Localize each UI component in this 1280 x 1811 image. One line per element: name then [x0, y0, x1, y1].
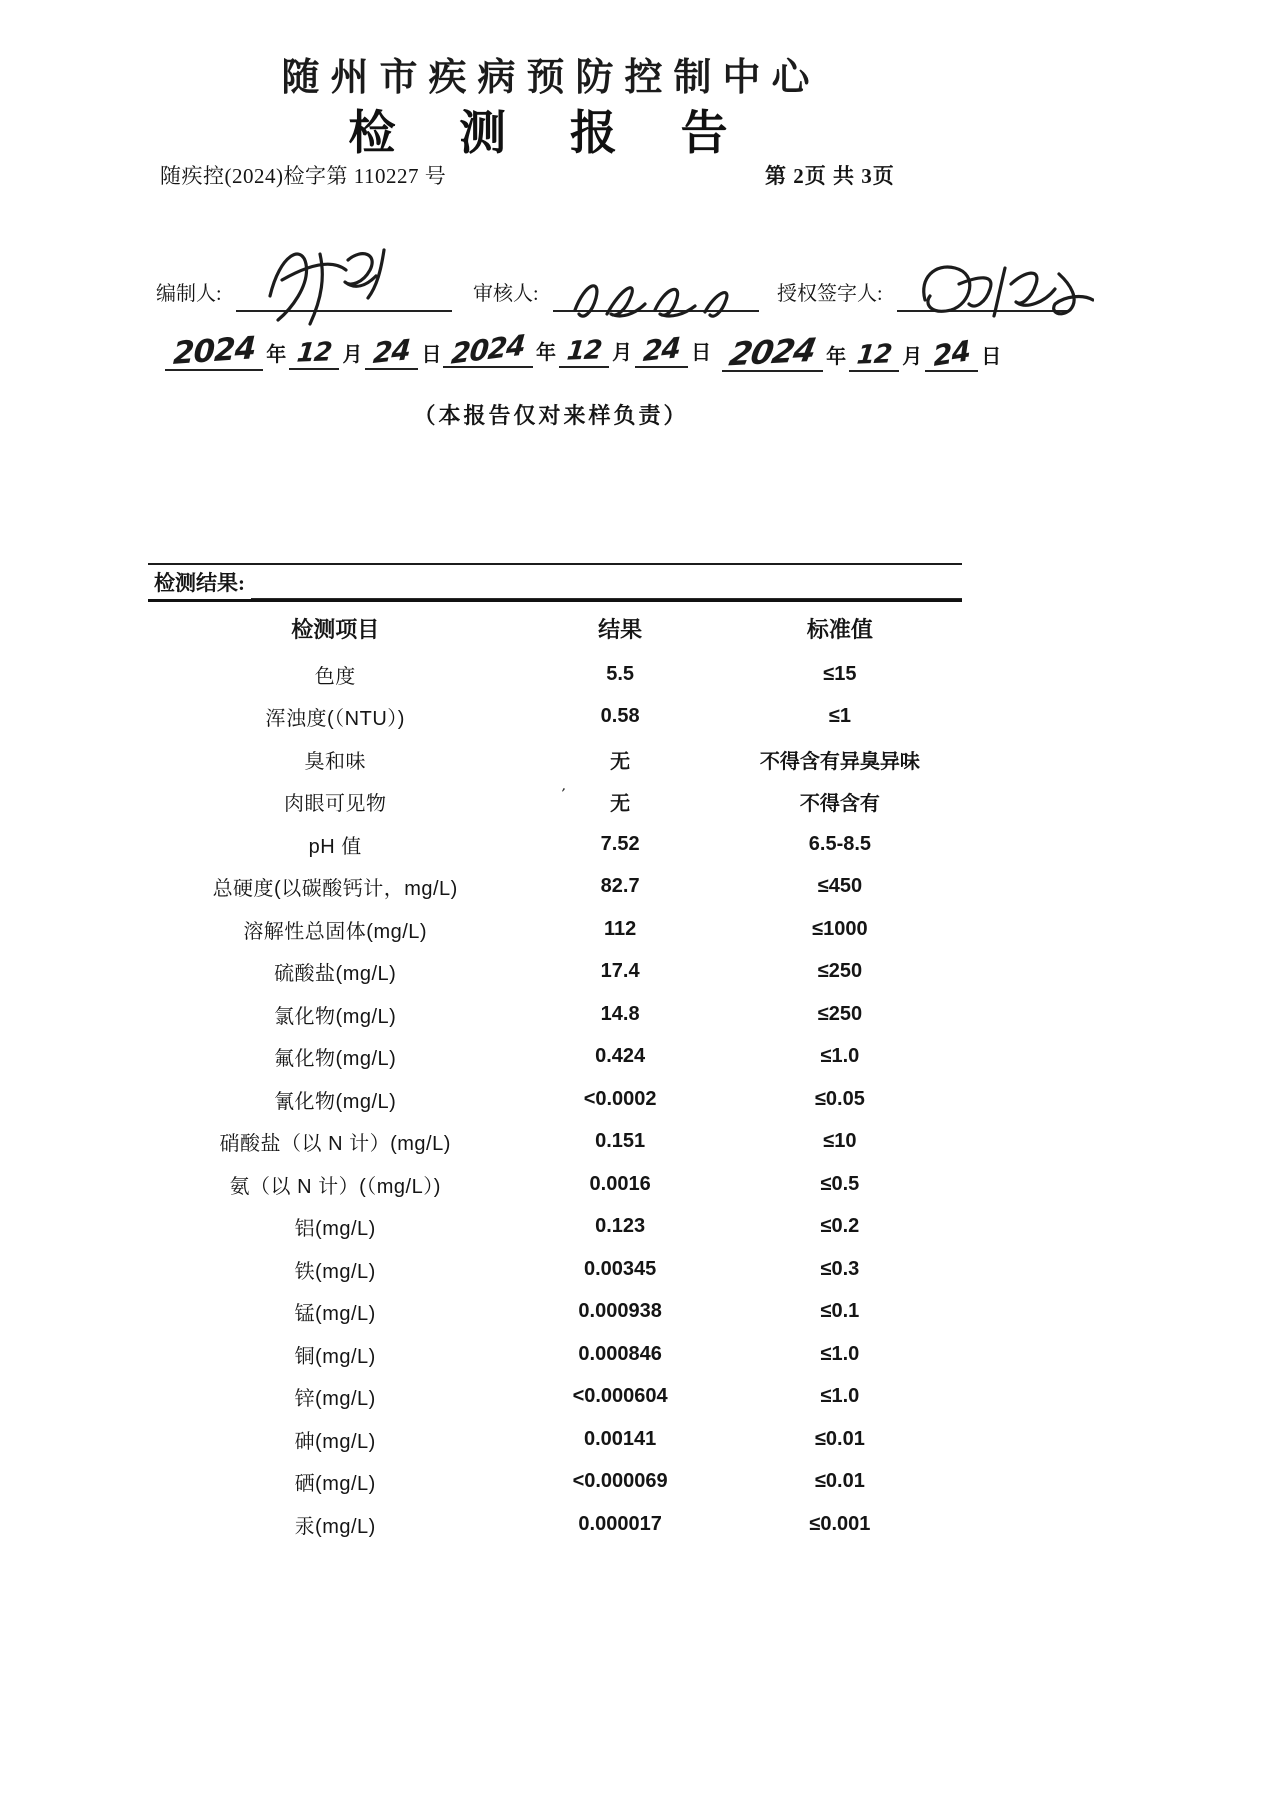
- table-row: [148, 696, 962, 739]
- cell-standard: ≤0.001: [809, 1512, 871, 1535]
- cell-standard: ≤1000: [812, 917, 868, 940]
- month-unit: 月: [342, 344, 363, 366]
- month-unit: 月: [612, 342, 633, 364]
- table-row: [148, 1461, 962, 1504]
- cell-standard: ≤1.0: [820, 1045, 860, 1068]
- cell-item: 总硬度(以碳酸钙计，mg/L): [212, 878, 458, 901]
- year-unit: 年: [535, 342, 556, 364]
- table-row: [148, 1206, 962, 1249]
- page-indicator: 第 2页 共 3页: [765, 164, 895, 188]
- cell-standard: ≤250: [817, 960, 863, 983]
- cell-result: 0.0016: [589, 1172, 651, 1195]
- cell-item: 氟化物(mg/L): [274, 1048, 397, 1071]
- cell-standard: ≤0.05: [814, 1087, 865, 1110]
- cell-item: 硒(mg/L): [294, 1473, 376, 1496]
- reviewed-date: [443, 328, 714, 371]
- scan-artifact-mark: ’: [557, 784, 567, 804]
- disclaimer-note: （本报告仅对来样负责）: [413, 403, 689, 428]
- cell-item: 色度: [314, 665, 356, 688]
- document-meta-row: [140, 160, 962, 190]
- day-unit: 日: [981, 346, 1002, 368]
- table-row: [148, 781, 962, 824]
- cell-standard: 不得含有: [799, 793, 880, 816]
- authorized-signatory-field: [777, 266, 1069, 312]
- cell-item: 氯化物(mg/L): [274, 1005, 397, 1028]
- year-unit: 年: [266, 344, 287, 366]
- cell-result: 0.000846: [578, 1342, 662, 1365]
- cell-standard: ≤450: [817, 875, 863, 898]
- cell-item: 铁(mg/L): [294, 1260, 376, 1283]
- year-unit: 年: [826, 346, 847, 368]
- report-title: 检 测 报 告: [348, 108, 754, 160]
- reviewed-date-month: 12: [565, 335, 603, 367]
- cell-result: 7.52: [600, 832, 640, 855]
- table-row: [148, 823, 962, 866]
- reviewed-date-day: 24: [642, 330, 682, 369]
- cell-item: pH 值: [308, 835, 362, 858]
- cell-result: 0.000017: [578, 1512, 662, 1535]
- cell-standard: ≤10: [823, 1130, 857, 1153]
- column-header-standard: 标准值: [806, 617, 873, 642]
- signature-section: [140, 250, 1120, 312]
- cell-standard: 6.5-8.5: [808, 832, 872, 855]
- table-row: [148, 1418, 962, 1461]
- cell-standard: ≤0.2: [820, 1215, 860, 1238]
- cell-standard: ≤1.0: [820, 1385, 860, 1408]
- date-row: [140, 328, 1120, 392]
- cell-item: 砷(mg/L): [294, 1430, 376, 1453]
- table-row: [148, 1376, 962, 1419]
- month-unit: 月: [902, 346, 923, 368]
- cell-result: 0.58: [600, 705, 640, 728]
- prepared-date-month: 12: [295, 337, 334, 369]
- cell-standard: ≤0.01: [814, 1427, 865, 1450]
- results-label-underline: [251, 569, 962, 599]
- cell-result: 17.4: [600, 960, 640, 983]
- reviewed-by-label: 审核人:: [473, 283, 539, 305]
- cell-item: 氰化物(mg/L): [274, 1090, 397, 1113]
- cell-item: 汞(mg/L): [294, 1515, 376, 1538]
- cell-item: 浑浊度(（NTU）): [265, 708, 405, 731]
- prepared-signature-line: [236, 266, 452, 312]
- table-row: [148, 738, 962, 781]
- table-row: [148, 1333, 962, 1376]
- cell-standard: ≤15: [823, 662, 857, 685]
- prepared-date-year: 2024: [172, 330, 256, 372]
- authorized-signature: [909, 254, 1094, 326]
- results-table: [148, 602, 962, 1546]
- prepared-by-field: [156, 266, 452, 312]
- cell-standard: ≤250: [817, 1002, 863, 1025]
- day-unit: 日: [691, 342, 712, 364]
- table-row: [148, 993, 962, 1036]
- table-row: [148, 866, 962, 909]
- cell-result: <0.0002: [583, 1087, 657, 1110]
- table-row: [148, 1248, 962, 1291]
- day-unit: 日: [421, 344, 442, 366]
- cell-result: 0.00345: [583, 1257, 657, 1280]
- cell-item: 锌(mg/L): [294, 1388, 376, 1411]
- cell-standard: 不得含有异臭异味: [759, 750, 920, 773]
- cell-result: 0.424: [595, 1045, 646, 1068]
- cell-standard: ≤1: [828, 705, 851, 728]
- results-section: [148, 563, 962, 1546]
- column-header-item: 检测项目: [291, 617, 380, 642]
- cell-standard: ≤0.1: [820, 1300, 860, 1323]
- table-row: [148, 1078, 962, 1121]
- cell-item: 硝酸盐（以 N 计）(mg/L): [219, 1133, 451, 1156]
- table-header-row: [148, 602, 962, 653]
- authorized-date: [722, 330, 1004, 374]
- cell-item: 肉眼可见物: [283, 793, 387, 816]
- prepared-date-day: 24: [372, 332, 412, 371]
- table-row: [148, 908, 962, 951]
- cell-item: 铝(mg/L): [294, 1218, 376, 1241]
- authorized-date-day: 24: [932, 334, 971, 373]
- cell-item: 溶解性总固体(mg/L): [243, 920, 428, 943]
- cell-result: 0.123: [595, 1215, 646, 1238]
- reviewed-signature-line: [553, 266, 759, 312]
- authorized-date-year: 2024: [726, 330, 819, 374]
- cell-result: 无: [610, 750, 631, 773]
- cell-result: 82.7: [600, 875, 640, 898]
- table-row: [148, 1291, 962, 1334]
- cell-item: 铜(mg/L): [294, 1345, 376, 1368]
- table-row: [148, 1503, 962, 1546]
- cell-standard: ≤0.3: [820, 1257, 860, 1280]
- cell-result: 0.000938: [578, 1300, 662, 1323]
- reviewed-signature: [565, 268, 740, 326]
- cell-result: 无: [610, 793, 631, 816]
- cell-result: 0.151: [595, 1130, 646, 1153]
- cell-result: 14.8: [600, 1002, 640, 1025]
- cell-result: 0.00141: [583, 1427, 657, 1450]
- column-header-result: 结果: [598, 617, 643, 642]
- table-row: [148, 1163, 962, 1206]
- results-section-label: 检测结果:: [154, 571, 245, 595]
- organization-title: 随州市疾病预防控制中心: [281, 57, 821, 99]
- cell-result: <0.000604: [572, 1385, 668, 1408]
- authorized-date-month: 12: [855, 339, 893, 371]
- authorized-signature-line: [897, 266, 1069, 312]
- prepared-signature: [248, 234, 428, 326]
- table-row: [148, 951, 962, 994]
- cell-standard: ≤0.01: [814, 1470, 865, 1493]
- results-table-body: [148, 653, 962, 1546]
- cell-item: 硫酸盐(mg/L): [274, 963, 397, 986]
- document-number: 随疾控(2024)检字第 110227 号: [160, 164, 447, 188]
- cell-result: 112: [603, 917, 637, 940]
- cell-standard: ≤0.5: [820, 1172, 860, 1195]
- reviewed-by-field: [473, 266, 759, 312]
- cell-item: 臭和味: [304, 750, 366, 773]
- cell-item: 锰(mg/L): [294, 1303, 376, 1326]
- cell-item: 氨（以 N 计）(（mg/L）): [229, 1175, 441, 1198]
- prepared-by-label: 编制人:: [156, 283, 222, 305]
- cell-result: <0.000069: [572, 1470, 668, 1493]
- authorized-signatory-label: 授权签字人:: [777, 283, 883, 305]
- reviewed-date-year: 2024: [449, 328, 527, 371]
- table-row: [148, 1121, 962, 1164]
- table-row: [148, 653, 962, 696]
- results-label-row: [148, 565, 962, 599]
- table-row: [148, 1036, 962, 1079]
- cell-result: 5.5: [606, 662, 635, 685]
- cell-standard: ≤1.0: [820, 1342, 860, 1365]
- prepared-date: [165, 330, 444, 372]
